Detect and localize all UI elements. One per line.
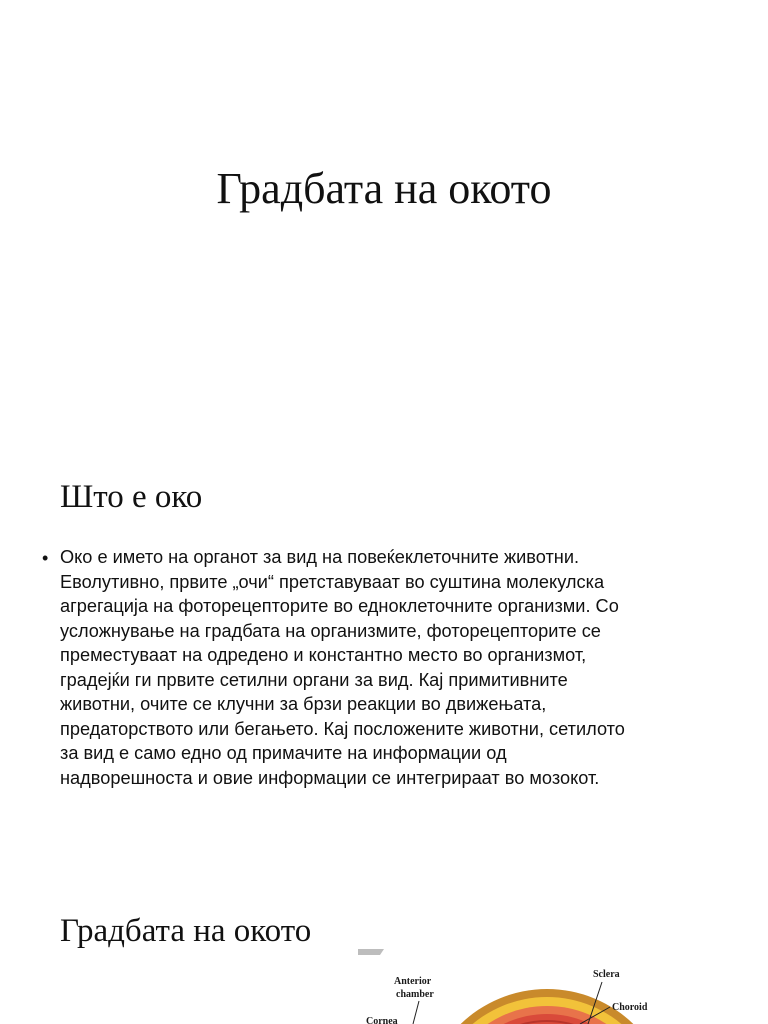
eye-anatomy-svg bbox=[340, 945, 768, 1024]
label-anterior-chamber-line2: chamber bbox=[396, 989, 434, 1000]
label-cornea: Cornea bbox=[366, 1016, 398, 1024]
figure-corner-fragment bbox=[358, 949, 384, 955]
bullet-line: агрегација на фоторецепторите во едноклеточните организми. Со bbox=[60, 596, 619, 616]
section-heading-what-is-eye: Што е око bbox=[60, 479, 203, 515]
bullet-line: предаторството или бегањето. Кај посложените животни, сетилото bbox=[60, 718, 625, 739]
bullet-line: животни, очите се клучни за брзи реакции во движењата, bbox=[60, 694, 547, 714]
bullet-line: надворешноста и овие информации се интегрираат во мозокот. bbox=[60, 767, 600, 788]
eye-anatomy-diagram bbox=[340, 945, 768, 1024]
slide-title: Градбата на окото bbox=[216, 164, 552, 213]
bullet-line: градејќи ги првите сетилни органи за вид. Кај примитивните bbox=[60, 669, 568, 690]
bullet-line: преместуваат на одредено и константно место во организмот, bbox=[60, 645, 587, 665]
label-anterior-chamber-line1: Anterior bbox=[394, 976, 432, 987]
bullet-line: Око е името на органот за вид на повеќеклеточните животни. bbox=[60, 547, 580, 567]
bullet-line: за вид е само едно од примачите на информации од bbox=[60, 743, 507, 763]
bullet-line: усложнување на градбата на организмите, фоторецепторите се bbox=[60, 620, 601, 641]
leader-line-anterior-chamber bbox=[413, 1001, 419, 1024]
section-heading-eye-structure: Градбата на окото bbox=[60, 913, 312, 949]
bullet-line: Еволутивно, првите „очи“ претставуваат во суштина молекулска bbox=[60, 571, 605, 592]
bullet-text bbox=[60, 545, 625, 790]
label-choroid: Choroid bbox=[612, 1002, 648, 1013]
bullet-marker: • bbox=[42, 548, 49, 568]
label-sclera: Sclera bbox=[593, 969, 620, 980]
